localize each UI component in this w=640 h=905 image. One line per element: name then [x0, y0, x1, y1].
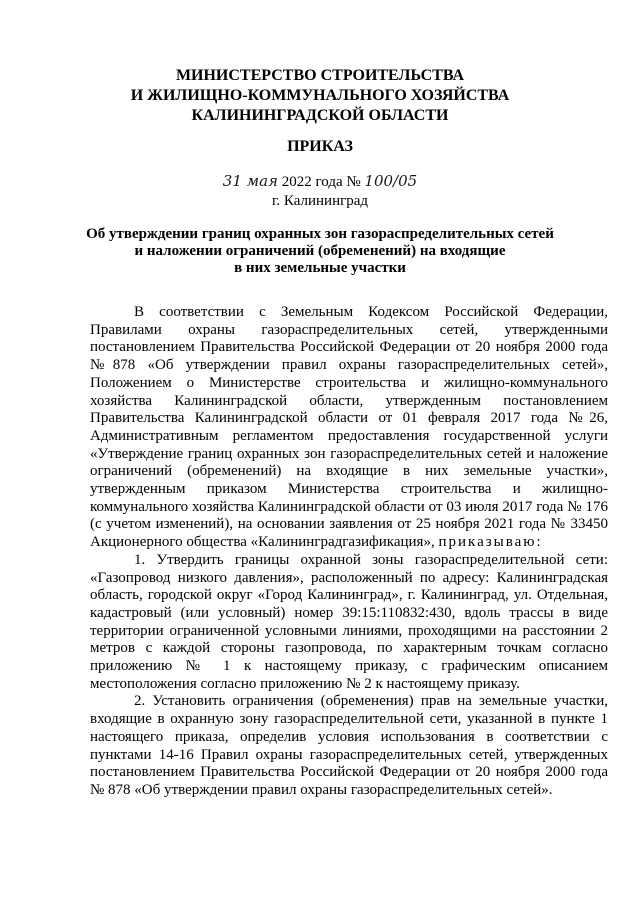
subject-line-3: в них земельные участки: [234, 260, 406, 276]
item-2-paragraph: 2. Установить ограничения (обременения) прав на земельные участки, входящие в охранную зону газораспределительной сети, указанной в пункте 1 настоящего приказа, определив условия использования в соответствии с пунктами 14-16 Правил охраны газораспределительных сетей, утвержденных постановлением Правительства Российской Федерации от 20 ноября 2000 года № 878 «Об утверждении правил охраны газораспределительных сетей».: [90, 693, 608, 798]
header-line-2: И ЖИЛИЩНО-КОММУНАЛЬНОГО ХОЗЯЙСТВА: [130, 87, 510, 104]
intro-text: В соответствии с Земельным Кодексом Российской Федерации, Правилами охраны газораспределительных сетей, утвержденными постановлением Правительства Российской Федерации от 20 ноября 2000 года №878 «Об утверждении правил охраны газораспределительных сетей», Положением о Министерстве строительства и жилищно-коммунального хозяйства Калининградской области, утвержденным постановлением Правительства Калининградской области от 01 февраля 2017 года №26, Административным регламентом предоставления государственной услуги «Утверждение границ охранных зон газораспределительных сетей и наложение ограничений (обременений) на входящие в них земельные участки», утвержденным приказом Министерства строительства и жилищно-коммунального хозяйства Калининградской области от 03 июля 2017 года № 176 (с учетом изменений), на основании заявления от 25 ноября 2021 года № 33450 Акционерного общества «Калининградгазификация»,: [90, 304, 608, 551]
header-line-1: МИНИСТЕРСТВО СТРОИТЕЛЬСТВА: [175, 67, 465, 84]
intro-paragraph: [90, 304, 608, 552]
order-word: приказываю:: [438, 534, 543, 551]
item-1-paragraph: 1. Утвердить границы охранной зоны газораспределительной сети: «Газопровод низкого давления», расположенный по адресу: Калининградская область, городской округ «Город Калининград», г. Калининград, ул. Отдельная, кадастровый (или условный) номер 39:15:110832:430, вдоль трассы в виде территории ограниченной условными линиями, проходящими на расстоянии 2 метров с каждой стороны газопровода, по характерным точкам согласно приложению № 1 к настоящему приказу, с графическим описанием местоположения согласно приложению № 2 к настоящему приказу.: [90, 551, 608, 692]
header-line-3: КАЛИНИНГРАДСКОЙ ОБЛАСТИ: [191, 107, 449, 124]
ministry-header: [0, 66, 640, 126]
subject-line-2: и наложении ограничений (обременений) на входящие: [134, 243, 506, 259]
handwritten-number: 100/05: [364, 172, 418, 190]
order-body: [90, 304, 608, 800]
order-subject: [0, 226, 640, 277]
handwritten-date: 31 мая: [222, 172, 278, 190]
order-date-block: [0, 172, 640, 211]
order-date-number: [0, 172, 640, 192]
order-year-text: 2022 года №: [277, 174, 365, 190]
order-title: ПРИКАЗ: [287, 138, 353, 155]
subject-line-1: Об утверждении границ охранных зон газораспределительных сетей: [86, 226, 554, 242]
order-city: г. Калининград: [271, 193, 369, 209]
